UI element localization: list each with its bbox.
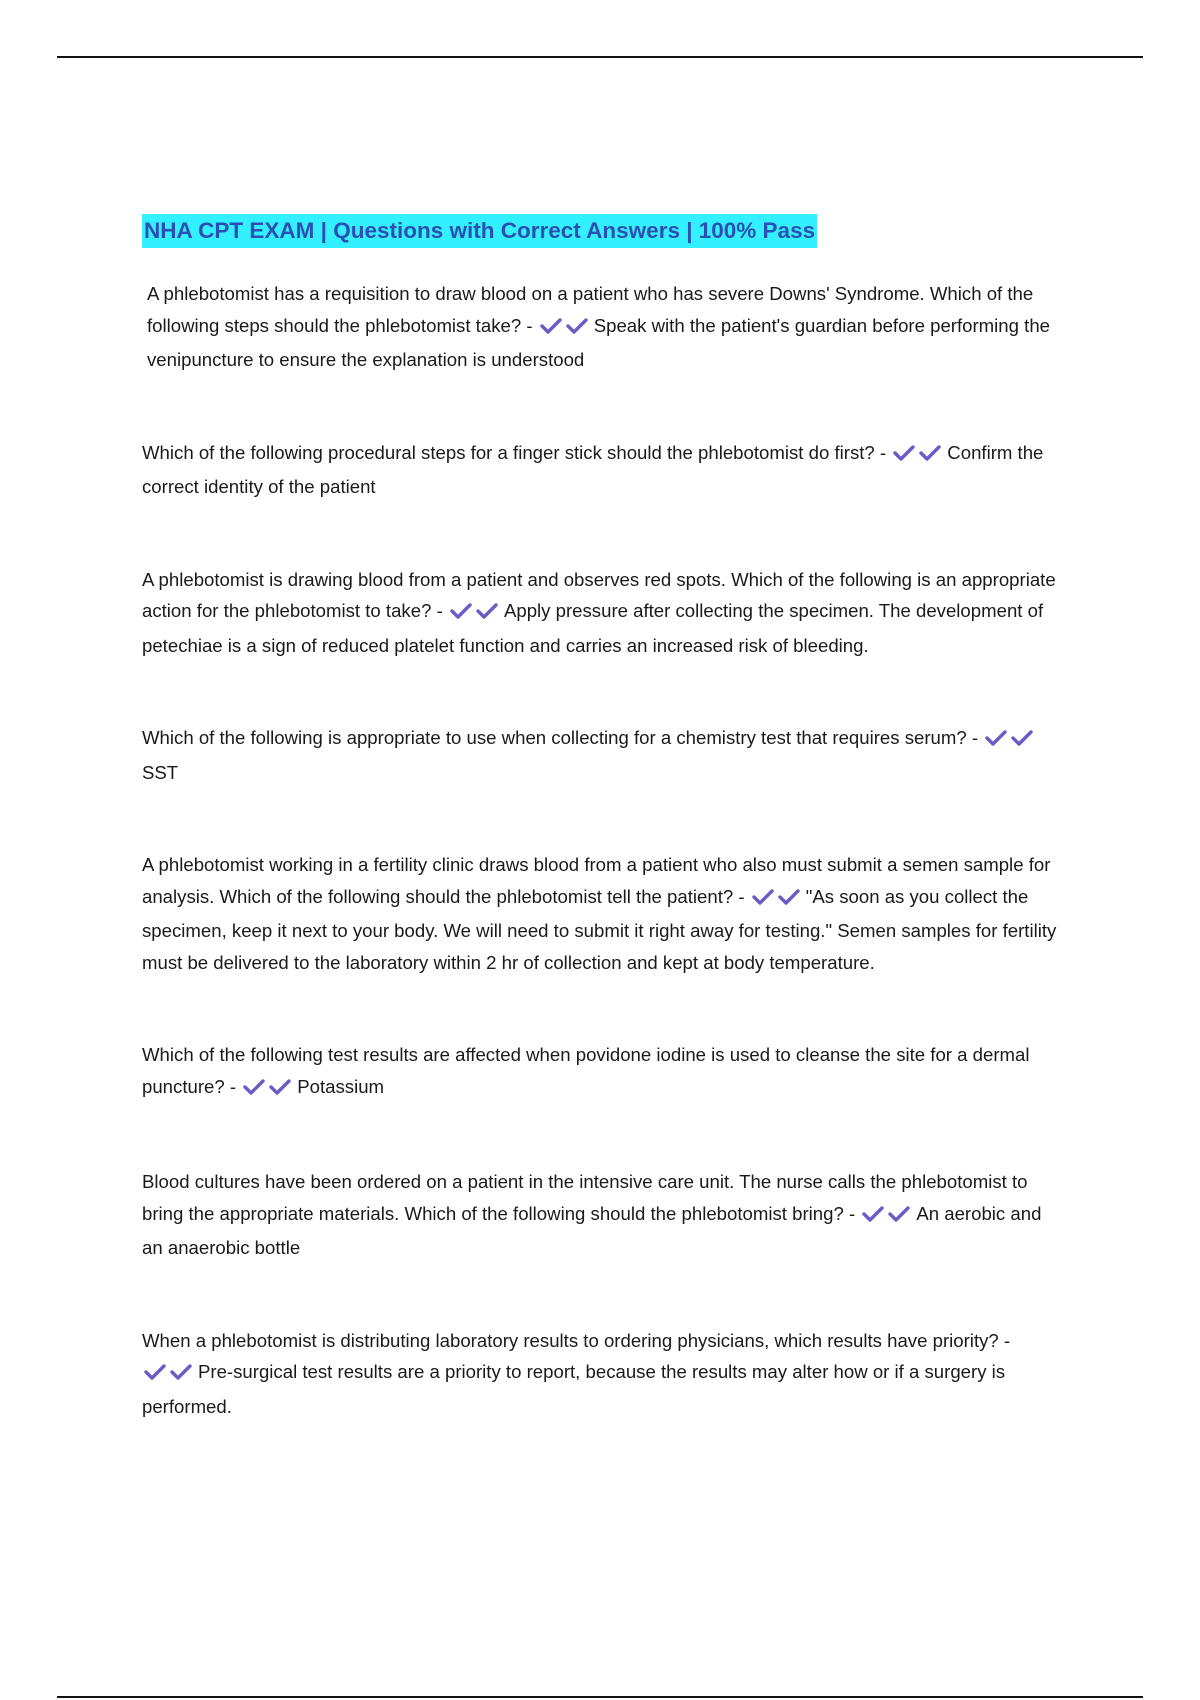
separator: -: [224, 1075, 242, 1097]
answer-text: SST: [142, 761, 179, 783]
double-check-icon: [450, 598, 502, 630]
question-text: When a phlebotomist is distributing laboratory results to ordering physicians, which results have priority?: [142, 1329, 999, 1351]
qa-item: [142, 278, 1062, 376]
double-check-icon: [985, 725, 1037, 757]
answer-text: An aerobic and an anaerobic bottle: [142, 1202, 1042, 1258]
top-divider: [57, 56, 1143, 58]
document-body: [142, 214, 1062, 1422]
separator: -: [843, 1202, 861, 1224]
double-check-icon: [893, 440, 945, 472]
bottom-divider: [57, 1696, 1143, 1698]
double-check-icon: [540, 313, 592, 345]
answer-text: Potassium: [297, 1075, 385, 1097]
answer-text: Pre-surgical test results are a priority to report, because the results may alter how or if a surgery is performed.: [142, 1361, 1006, 1417]
answer-text: Confirm the correct identity of the patient: [142, 441, 1044, 497]
question-text: Blood cultures have been ordered on a patient in the intensive care unit. The nurse calls the phlebotomist to bring the appropriate materials. Which of the following should the phlebotomist bring?: [142, 1171, 1028, 1224]
qa-item: [142, 1039, 1062, 1105]
separator: -: [874, 441, 892, 463]
qa-item: [142, 722, 1062, 788]
answer-text: Speak with the patient's guardian before performing the venipuncture to ensure the explanation is understood: [147, 314, 1051, 370]
question-text: A phlebotomist is drawing blood from a patient and observes red spots. Which of the following is an appropriate action for the phlebotomist to take?: [142, 568, 1056, 621]
question-text: A phlebotomist working in a fertility clinic draws blood from a patient who also must submit a semen sample for analysis. Which of the following should the phlebotomist tell the patient?: [142, 854, 1051, 907]
qa-item: [142, 849, 1062, 978]
qa-item: [142, 1325, 1062, 1423]
separator: -: [733, 885, 750, 907]
question-text: Which of the following procedural steps for a finger stick should the phlebotomist do first?: [142, 441, 875, 463]
separator: -: [431, 600, 448, 621]
qa-item: [142, 564, 1062, 662]
question-text: Which of the following is appropriate to use when collecting for a chemistry test that requires serum?: [142, 727, 967, 748]
qa-item: [142, 437, 1062, 503]
qa-item: [142, 1166, 1062, 1264]
question-text: A phlebotomist has a requisition to draw blood on a patient who has severe Downs' Syndrome. Which of the following steps should the phlebotomist take?: [147, 283, 1034, 336]
answer-text: Apply pressure after collecting the specimen. The development of petechiae is a sign of reduced platelet function and carries an increased risk of bleeding.: [142, 600, 1044, 656]
separator: -: [966, 727, 984, 748]
double-check-icon: [243, 1074, 295, 1106]
question-text: Which of the following test results are affected when povidone iodine is used to cleanse the site for a dermal puncture?: [142, 1044, 1030, 1097]
double-check-icon: [862, 1201, 914, 1233]
answer-text: "As soon as you collect the specimen, keep it next to your body. We will need to submit it right away for testing." Semen samples for fertility must be delivered to the laboratory within 2 hr of collection and kept at body temperature.: [142, 885, 1057, 973]
double-check-icon: [752, 884, 804, 916]
separator: -: [521, 314, 538, 336]
separator: -: [998, 1329, 1011, 1351]
document-title: NHA CPT EXAM | Questions with Correct Answers | 100% Pass: [142, 214, 817, 248]
double-check-icon: [144, 1359, 196, 1391]
